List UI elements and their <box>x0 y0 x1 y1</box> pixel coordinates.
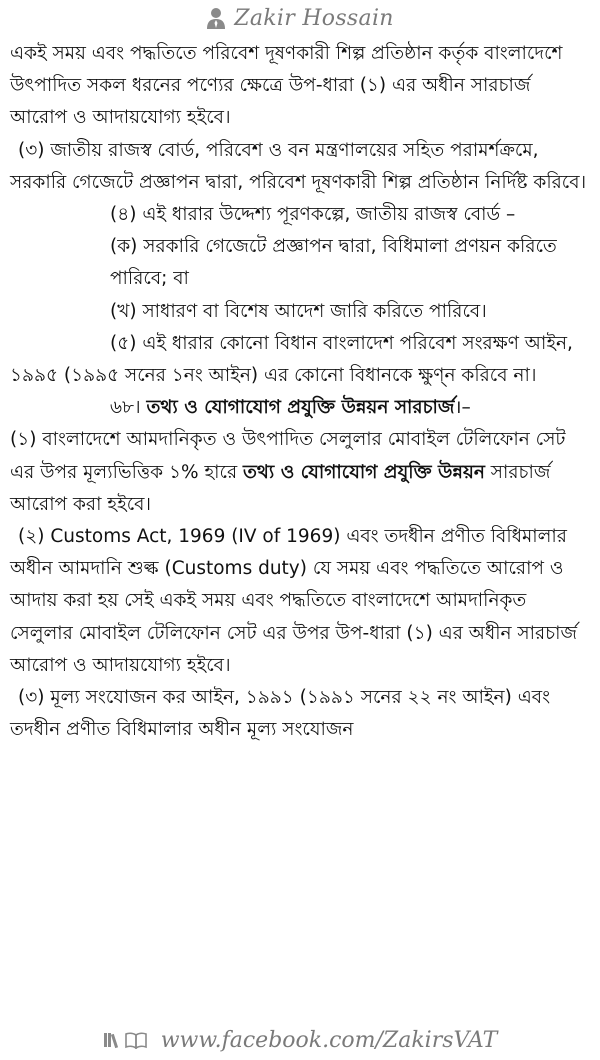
section-number: ৬৮। <box>110 397 147 419</box>
paragraph: (৩) মূল্য সংযোজন কর আইন, ১৯৯১ (১৯৯১ সনের ২২ নং আইন) এবং তদধীন প্রণীত বিধিমালার অধীন মূল্য সংযোজন <box>10 687 551 741</box>
library-icon <box>103 1031 121 1049</box>
section-title: তথ্য ও যোগাযোগ প্রযুক্তি উন্নয়ন সারচার্জ <box>146 397 455 419</box>
author-name: Zakir Hossain <box>234 5 394 31</box>
paragraph-text: সারচার্জ আরোপ করা হইবে। <box>10 461 551 515</box>
facebook-url: www.facebook.com/ZakirsVAT <box>160 1027 498 1053</box>
paragraph-text: (১) বাংলাদেশে আমদানিকৃত ও উৎপাদিত সেলুলার মোবাইল টেলিফোন সেট এর উপর মূল্যভিত্তিক ১% হারে <box>10 429 566 483</box>
paragraph-bold-text: তথ্য ও যোগাযোগ প্রযুক্তি উন্নয়ন <box>243 461 485 483</box>
clause-item: (খ) সাধারণ বা বিশেষ আদেশ জারি করিতে পারিবে। <box>110 300 487 322</box>
clause-item: (ক) সরকারি গেজেটে প্রজ্ঞাপন দ্বারা, বিধিমালা প্রণয়ন করিতে পারিবে; বা <box>110 236 557 290</box>
paragraph: (৩) জাতীয় রাজস্ব বোর্ড, পরিবেশ ও বন মন্ত্রণালয়ের সহিত পরামর্শক্রমে, সরকারি গেজেটে প্রজ্ঞাপন দ্বারা, পরিবেশ দূষণকারী শিল্প প্রতিষ্ঠান নির্দিষ্ট করিবে। <box>10 139 587 193</box>
paragraph <box>10 424 592 521</box>
footer-icons <box>103 1031 151 1049</box>
paragraph: (২) Customs Act, 1969 (IV of 1969) এবং তদধীন প্রণীত বিধিমালার অধীন আমদানি শুল্ক (Customs duty) যে সময় এবং পদ্ধতিতে আরোপ ও আদায় করা হয় সেই একই সময় এবং পদ্ধতিতে বাংলাদেশে আমদানিকৃত সেলুলার মোবাইল টেলিফোন সেট এর উপর উপ-ধারা (১) এর অধীন সারচার্জ আরোপ ও আদায়যোগ্য হইবে। <box>10 526 578 676</box>
section-dash: ।– <box>454 397 471 419</box>
paragraph: একই সময় এবং পদ্ধতিতে পরিবেশ দূষণকারী শিল্প প্রতিষ্ঠান কর্তৃক বাংলাদেশে উৎপাদিত সকল ধরনের পণ্যের ক্ষেত্রে উপ-ধারা (১) এর অধীন সারচার্জ আরোপ ও আদায়যোগ্য হইবে। <box>10 43 563 129</box>
document-body <box>10 38 592 746</box>
book-icon <box>125 1031 147 1049</box>
page-footer <box>0 1020 600 1060</box>
person-icon <box>206 6 226 30</box>
paragraph: (৪) এই ধারার উদ্দেশ্য পূরণকল্পে, জাতীয় রাজস্ব বোর্ড – <box>110 204 516 226</box>
page-header <box>0 0 600 36</box>
section-heading <box>10 392 592 424</box>
paragraph: (৫) এই ধারার কোনো বিধান বাংলাদেশ পরিবেশ সংরক্ষণ আইন, ১৯৯৫ (১৯৯৫ সনের ১নং আইন) এর কোনো বিধানকে ক্ষুণ্ন করিবে না। <box>10 332 573 387</box>
